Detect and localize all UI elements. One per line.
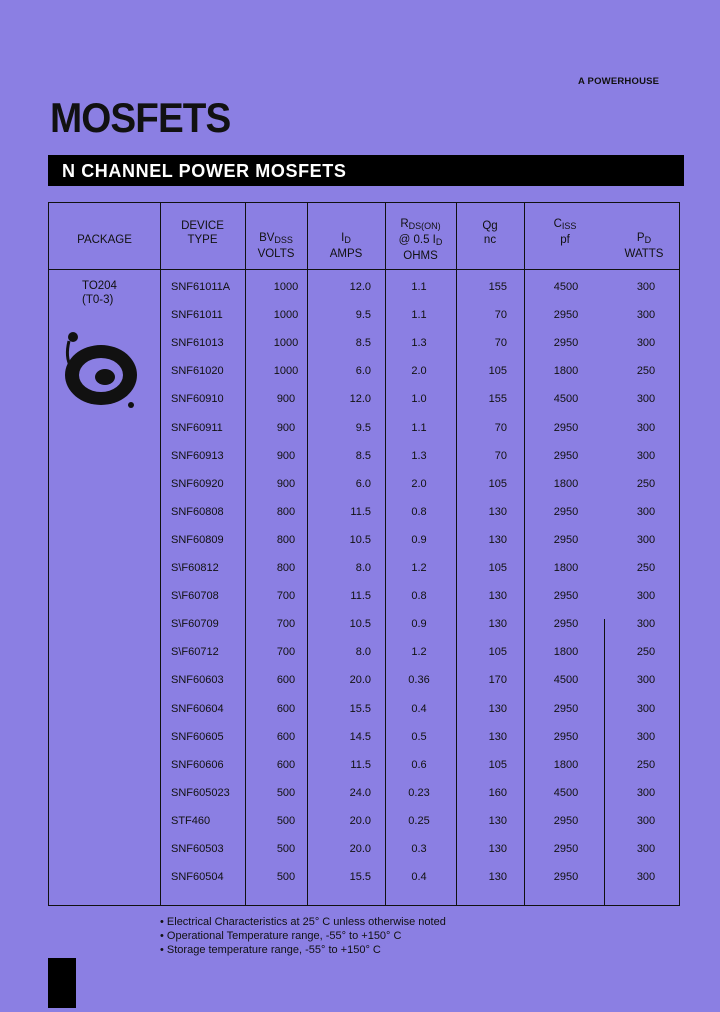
cell-qg: 70 (494, 449, 507, 462)
cell-pd: 300 (636, 814, 656, 827)
cell-id: 20.0 (349, 674, 371, 687)
cell-ciss: 2950 (553, 533, 579, 546)
cell-rdson: 0.36 (408, 674, 430, 687)
cell-rdson: 2.0 (411, 477, 427, 490)
cell-bvdss: 700 (276, 590, 296, 603)
cell-bvdss: 900 (276, 477, 296, 490)
cell-ciss: 2950 (553, 337, 579, 350)
cell-id: 11.5 (350, 758, 371, 771)
cell-rdson: 1.1 (411, 281, 427, 293)
cell-qg: 155 (488, 393, 507, 406)
cell-device-type: SNF60809 (171, 533, 224, 546)
header-device-line2: TYPE (187, 234, 218, 246)
cell-ciss: 1800 (553, 477, 579, 490)
cell-pd: 250 (636, 646, 656, 659)
cell-device-type: S\F60712 (171, 646, 219, 659)
cell-ciss: 2950 (553, 421, 579, 434)
cell-device-type: SNF61011 (171, 309, 223, 322)
section-banner-text: N CHANNEL POWER MOSFETS (62, 161, 347, 181)
cell-pd: 300 (636, 309, 656, 322)
cell-bvdss: 800 (276, 505, 296, 518)
cell-pd: 300 (636, 843, 656, 855)
cell-device-type: SNF60913 (171, 449, 224, 462)
header-rdson (385, 217, 456, 263)
cell-ciss: 4500 (553, 674, 579, 687)
cell-rdson: 0.4 (411, 702, 427, 715)
cell-device-type: S\F60709 (171, 618, 219, 631)
cell-bvdss: 700 (276, 618, 296, 631)
cell-qg: 130 (488, 814, 507, 827)
cell-id: 14.5 (349, 730, 371, 743)
cell-qg: 130 (488, 505, 507, 518)
header-rdson-at-sub: D (435, 237, 443, 247)
page-tab-marker (48, 958, 76, 1008)
cell-device-type: SNF61011A (171, 281, 231, 293)
footnote-1: • Electrical Characteristics at 25° C unless otherwise noted (160, 916, 446, 928)
table-row (49, 759, 679, 787)
cell-bvdss: 600 (276, 702, 296, 715)
package-name: TO204 (82, 280, 117, 292)
cell-device-type: SNF60808 (171, 505, 224, 518)
header-qg (456, 219, 524, 247)
mosfet-table (48, 202, 680, 906)
cell-pd: 300 (636, 281, 656, 293)
cell-bvdss: 500 (276, 871, 296, 884)
cell-rdson: 0.6 (411, 758, 427, 771)
header-qg-unit: nc (483, 234, 497, 246)
header-bvdss-unit: VOLTS (257, 248, 295, 260)
cell-qg: 130 (488, 871, 507, 884)
table-row (49, 674, 679, 702)
cell-ciss: 2950 (553, 590, 579, 603)
brand-tagline: A POWERHOUSE (578, 76, 660, 87)
cell-rdson: 0.9 (411, 533, 427, 546)
cell-device-type: SNF60604 (171, 702, 224, 715)
cell-bvdss: 600 (276, 758, 296, 771)
header-id-main: I (341, 232, 345, 244)
cell-device-type: SNF60603 (171, 674, 224, 687)
header-pd (607, 231, 681, 261)
header-qg-main: Qg (482, 220, 498, 232)
cell-id: 10.5 (349, 533, 371, 546)
cell-bvdss: 1000 (273, 337, 299, 350)
cell-ciss: 2950 (553, 814, 579, 827)
table-row (49, 337, 679, 365)
header-device (160, 219, 245, 247)
cell-bvdss: 900 (276, 393, 296, 406)
cell-qg: 70 (494, 421, 507, 434)
header-id-unit: AMPS (329, 248, 363, 260)
table-row (49, 393, 679, 421)
cell-pd: 300 (636, 702, 656, 715)
cell-device-type: S\F60708 (171, 590, 219, 603)
header-rdson-at: @ 0.5 I (398, 234, 436, 246)
cell-id: 8.5 (355, 337, 371, 350)
cell-pd: 250 (636, 477, 656, 490)
header-ciss-unit: pf (560, 234, 570, 246)
cell-device-type: SNF60911 (171, 421, 223, 434)
cell-id: 12.0 (349, 393, 371, 406)
cell-ciss: 2950 (553, 505, 579, 518)
cell-rdson: 1.2 (411, 646, 427, 659)
cell-ciss: 4500 (553, 786, 579, 799)
cell-qg: 105 (488, 477, 507, 490)
table-row (49, 871, 679, 899)
cell-bvdss: 800 (276, 562, 296, 574)
cell-rdson: 1.3 (411, 449, 427, 462)
header-bvdss (245, 231, 307, 261)
cell-id: 8.0 (355, 562, 371, 574)
cell-rdson: 0.8 (411, 590, 427, 603)
cell-device-type: SNF60503 (171, 843, 224, 855)
cell-rdson: 0.23 (408, 786, 430, 799)
cell-pd: 300 (636, 449, 656, 462)
cell-device-type: SNF60605 (171, 730, 224, 743)
cell-pd: 300 (636, 533, 656, 546)
cell-id: 15.5 (349, 702, 371, 715)
table-row (49, 478, 679, 506)
header-rdson-main: R (400, 218, 409, 230)
footnotes (160, 915, 446, 957)
header-id (307, 231, 385, 261)
table-row (49, 703, 679, 731)
header-ciss (527, 217, 603, 247)
cell-id: 6.0 (355, 365, 371, 378)
table-row (49, 618, 679, 646)
header-pd-symbol (607, 231, 681, 247)
cell-qg: 160 (488, 786, 507, 799)
cell-device-type: SNF60504 (171, 871, 224, 884)
header-id-symbol (307, 231, 385, 247)
cell-id: 15.5 (349, 871, 371, 884)
cell-qg: 130 (488, 730, 507, 743)
cell-device-type: STF460 (171, 814, 211, 827)
table-row (49, 787, 679, 815)
cell-rdson: 2.0 (411, 365, 427, 378)
cell-bvdss: 1000 (273, 309, 299, 322)
table-row (49, 281, 679, 309)
cell-rdson: 0.25 (408, 814, 430, 827)
cell-id: 24.0 (349, 786, 371, 799)
header-pd-main: P (636, 232, 645, 244)
footnote-3: • Storage temperature range, -55° to +150° C (160, 944, 381, 956)
cell-id: 20.0 (349, 814, 371, 827)
cell-rdson: 1.0 (411, 393, 427, 406)
cell-ciss: 2950 (553, 702, 579, 715)
section-banner (48, 155, 684, 186)
cell-ciss: 2950 (553, 871, 579, 884)
header-bvdss-sub: DSS (274, 235, 293, 245)
cell-device-type: SNF61013 (171, 337, 224, 350)
header-ciss-main: C (553, 218, 562, 230)
table-row (49, 562, 679, 590)
cell-pd: 300 (636, 590, 656, 603)
cell-pd: 300 (636, 618, 656, 631)
header-pd-sub: D (644, 235, 652, 245)
table-row (49, 815, 679, 843)
cell-id: 12.0 (349, 281, 371, 293)
cell-rdson: 0.3 (411, 843, 427, 855)
cell-qg: 105 (488, 646, 507, 659)
header-rdson-sub: DS(ON) (408, 221, 441, 231)
cell-id: 6.0 (355, 477, 371, 490)
table-row (49, 534, 679, 562)
header-ciss-symbol (527, 217, 603, 233)
cell-qg: 130 (488, 590, 507, 603)
cell-ciss: 1800 (553, 646, 579, 659)
cell-qg: 155 (488, 281, 507, 293)
cell-pd: 300 (636, 786, 656, 799)
header-rdson-condition (385, 233, 456, 249)
cell-id: 9.5 (355, 309, 371, 322)
cell-id: 9.5 (355, 421, 371, 434)
header-id-sub: D (344, 235, 351, 245)
cell-bvdss: 900 (276, 449, 296, 462)
header-device-line1: DEVICE (181, 220, 224, 232)
cell-pd: 250 (636, 758, 656, 771)
cell-pd: 300 (636, 393, 656, 406)
cell-qg: 70 (494, 309, 507, 322)
footnote-2: • Operational Temperature range, -55° to +150° C (160, 930, 402, 942)
cell-pd: 250 (636, 562, 656, 574)
package-alt-name: (T0-3) (82, 294, 114, 306)
cell-ciss: 1800 (553, 758, 579, 771)
cell-bvdss: 600 (276, 730, 296, 743)
table-row (49, 450, 679, 478)
cell-pd: 300 (636, 337, 656, 350)
cell-bvdss: 600 (276, 674, 296, 687)
table-row (49, 422, 679, 450)
cell-id: 20.0 (349, 843, 371, 855)
cell-bvdss: 900 (276, 421, 296, 434)
cell-bvdss: 500 (276, 814, 296, 827)
cell-id: 11.5 (350, 505, 371, 518)
cell-bvdss: 500 (276, 843, 296, 855)
cell-rdson: 0.9 (411, 618, 427, 631)
cell-qg: 130 (488, 702, 507, 715)
cell-rdson: 1.1 (411, 309, 427, 322)
cell-device-type: SNF60910 (171, 393, 224, 406)
cell-rdson: 0.5 (411, 730, 427, 743)
cell-pd: 300 (636, 505, 656, 518)
cell-rdson: 1.2 (411, 562, 427, 574)
cell-pd: 300 (636, 674, 656, 687)
cell-id: 8.0 (355, 646, 371, 659)
table-row (49, 365, 679, 393)
cell-rdson: 0.4 (411, 871, 427, 884)
cell-ciss: 4500 (553, 281, 579, 293)
cell-device-type: SNF60606 (171, 758, 224, 771)
cell-ciss: 2950 (553, 449, 579, 462)
cell-qg: 170 (488, 674, 507, 687)
cell-qg: 130 (488, 843, 507, 855)
header-bvdss-main: BV (259, 232, 275, 244)
header-rdson-symbol (385, 217, 456, 233)
header-pd-unit: WATTS (624, 248, 664, 260)
cell-pd: 300 (636, 730, 656, 743)
cell-device-type: SNF61020 (171, 365, 224, 378)
cell-pd: 300 (636, 871, 656, 884)
cell-pd: 250 (636, 365, 656, 378)
table-row (49, 843, 679, 871)
cell-bvdss: 700 (276, 646, 296, 659)
cell-id: 8.5 (355, 449, 371, 462)
header-bvdss-symbol (245, 231, 307, 247)
table-row (49, 731, 679, 759)
header-ciss-sub: ISS (561, 221, 577, 231)
cell-ciss: 4500 (553, 393, 579, 406)
table-row (49, 590, 679, 618)
cell-rdson: 1.3 (411, 337, 427, 350)
header-package: PACKAGE (77, 234, 132, 246)
table-row (49, 646, 679, 674)
cell-device-type: S\F60812 (171, 562, 219, 574)
cell-bvdss: 500 (276, 786, 296, 799)
cell-device-type: SNF60920 (171, 477, 224, 490)
header-divider (49, 269, 679, 270)
cell-device-type: SNF605023 (171, 786, 230, 799)
cell-qg: 105 (488, 758, 507, 771)
table-row (49, 309, 679, 337)
cell-qg: 70 (494, 337, 507, 350)
cell-id: 11.5 (350, 590, 371, 603)
cell-id: 10.5 (349, 618, 371, 631)
cell-bvdss: 1000 (273, 281, 299, 293)
cell-pd: 300 (636, 421, 656, 434)
cell-ciss: 1800 (553, 562, 579, 574)
cell-rdson: 0.8 (411, 505, 427, 518)
cell-ciss: 1800 (553, 365, 579, 378)
cell-qg: 105 (488, 562, 507, 574)
cell-qg: 130 (488, 618, 507, 631)
cell-qg: 130 (488, 533, 507, 546)
cell-ciss: 2950 (553, 309, 579, 322)
cell-rdson: 1.1 (411, 421, 427, 434)
cell-bvdss: 1000 (273, 365, 299, 378)
page-title: MOSFETS (50, 94, 231, 141)
cell-qg: 105 (488, 365, 507, 378)
cell-ciss: 2950 (553, 730, 579, 743)
table-row (49, 506, 679, 534)
header-rdson-unit: OHMS (403, 250, 438, 262)
cell-ciss: 2950 (553, 618, 579, 631)
cell-bvdss: 800 (276, 533, 296, 546)
cell-ciss: 2950 (553, 843, 579, 855)
